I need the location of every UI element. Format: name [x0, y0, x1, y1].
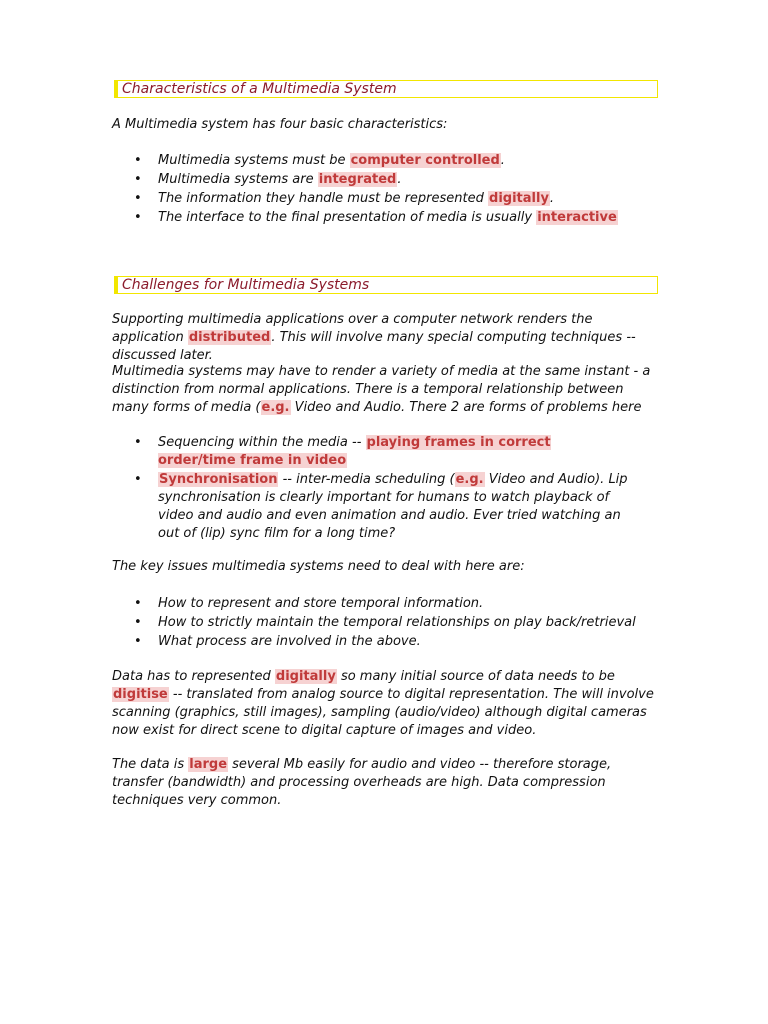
paragraph-temporal: Multimedia systems may have to render a variety of media at the same instant - a distinction from normal applications. There is a temporal relationship between many forms of media (e.g. Video and Audio. There 2 are forms of problems here	[112, 364, 651, 415]
list-item: • Synchronisation -- inter-media scheduling (e.g. Video and Audio). Lip synchronisation is clearly important for humans to watch playback of video and audio and even animation and audio. Ever tried watching an out of (lip) sync film for a long time?	[134, 472, 628, 541]
list-item: • How to strictly maintain the temporal relationships on play back/retrieval	[134, 615, 636, 630]
highlight: distributed	[188, 330, 271, 345]
paragraph-large-data: The data is large several Mb easily for audio and video -- therefore storage, transfer (bandwidth) and processing overheads are high. Data compression techniques very common.	[112, 757, 612, 808]
bullet-icon: •	[134, 210, 142, 225]
bullet-icon: •	[134, 634, 142, 649]
highlight: e.g.	[261, 400, 290, 415]
problems-list	[112, 434, 632, 544]
section-heading-challenges: Challenges for Multimedia Systems	[114, 276, 658, 294]
paragraph-digitise: Data has to represented digitally so many initial source of data needs to be digitise -- translated from analog source to digital representation. The will involve scanning (graphics, still images), sampling (audio/video) although digital cameras now exist for direct scene to digital capture of images and video.	[112, 669, 654, 738]
highlight: integrated	[318, 172, 397, 187]
key-issues-list	[112, 595, 664, 652]
highlight: large	[189, 757, 228, 772]
list-item: • What process are involved in the above.	[134, 634, 421, 649]
highlight: digitally	[489, 191, 549, 206]
highlight: playing frames in correct order/time frame in video	[158, 435, 551, 468]
bullet-icon: •	[134, 153, 142, 168]
highlight: Synchronisation	[159, 472, 278, 487]
bullet-icon: •	[134, 615, 142, 630]
paragraph-distributed: Supporting multimedia applications over a computer network renders the application distributed. This will involve many special computing techniques -- discussed later.	[112, 312, 636, 363]
list-item: • Sequencing within the media -- playing frames in correct order/time frame in video	[134, 435, 551, 468]
section-heading-characteristics: Characteristics of a Multimedia System	[114, 80, 658, 98]
bullet-icon: •	[134, 172, 142, 187]
intro-paragraph: A Multimedia system has four basic characteristics:	[112, 117, 448, 132]
list-item: • How to represent and store temporal information.	[134, 596, 484, 611]
bullet-icon: •	[134, 472, 142, 487]
highlight: computer controlled	[350, 153, 500, 168]
list-item: • The interface to the final presentation of media is usually interactive	[134, 210, 617, 225]
paragraph-key-issues: The key issues multimedia systems need to deal with here are:	[112, 559, 525, 574]
bullet-icon: •	[134, 435, 142, 450]
highlight: e.g.	[455, 472, 484, 487]
highlight: digitise	[113, 687, 168, 702]
highlight: digitally	[275, 669, 336, 684]
highlight: interactive	[537, 210, 617, 225]
list-item: • Multimedia systems are integrated.	[134, 172, 402, 187]
list-item: • The information they handle must be represented digitally.	[134, 191, 555, 206]
bullet-icon: •	[134, 596, 142, 611]
bullet-icon: •	[134, 191, 142, 206]
characteristics-list	[112, 152, 664, 228]
list-item: • Multimedia systems must be computer controlled.	[134, 153, 505, 168]
